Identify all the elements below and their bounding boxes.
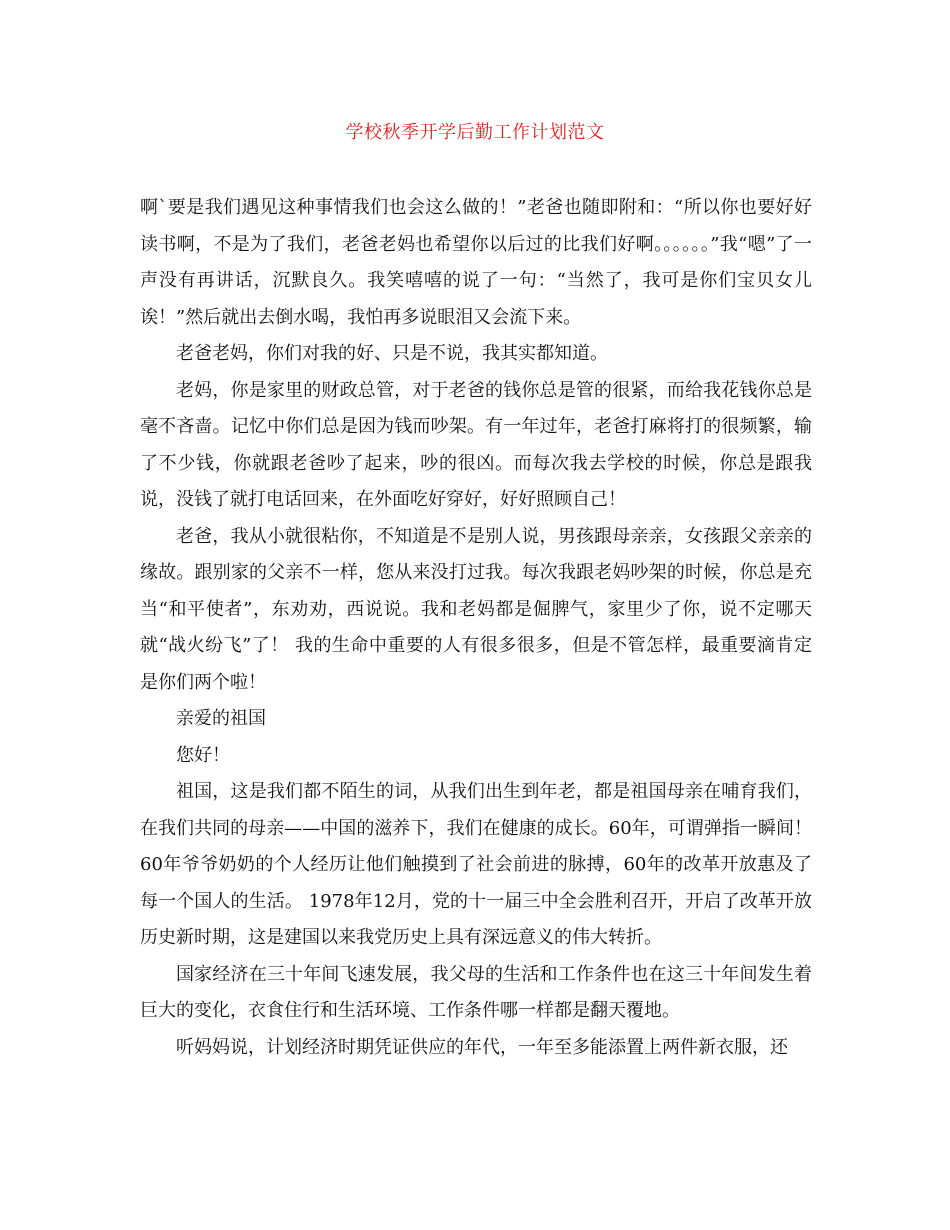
paragraph: 听妈妈说，计划经济时期凭证供应的年代，一年至多能添置上两件新衣服，还 xyxy=(176,1036,788,1058)
paragraph: 国家经济在三十年间飞速发展，我父母的生活和工作条件也在这三十年间发生着巨大的变化，衣食住行和生活环境、工作条件哪一样都是翻天覆地。 xyxy=(140,963,812,1021)
letter-greeting: 您好！ xyxy=(176,744,230,766)
document-body xyxy=(140,190,812,1066)
paragraph: 老爸老妈，你们对我的好、只是不说，我其实都知道。 xyxy=(176,343,608,364)
paragraph: 祖国，这是我们都不陌生的词，从我们出生到年老，都是祖国母亲在哺育我们，在我们共同的母亲——中国的滋养下，我们在健康的成长。60年，可谓弹指一瞬间！60年爷爷奶奶的个人经历让他们触摸到了社会前进的脉搏，60年的改革开放惠及了每一个国人的生活。 1978年12月，党的十一届三中全会胜利召开，开启了改革开放历史新时期，这是建国以来我党历史上具有深远意义的伟大转折。 xyxy=(140,781,812,948)
paragraph: 老爸，我从小就很粘你，不知道是不是别人说，男孩跟母亲亲，女孩跟父亲亲的缘故。跟别家的父亲不一样，您从来没打过我。每次我跟老妈吵架的时候，你总是充当“和平使者”，东劝劝，西说说。我和老妈都是倔脾气，家里少了你，说不定哪天就“战火纷飞”了！ 我的生命中重要的人有很多很多，但是不管怎样，最重要滴肯定是你们两个啦！ xyxy=(140,525,812,693)
document-title: 学校秋季开学后勤工作计划范文 xyxy=(345,122,605,143)
paragraph: 老妈，你是家里的财政总管，对于老爸的钱你总是管的很紧，而给我花钱你总是毫不吝啬。记忆中你们总是因为钱而吵架。有一年过年，老爸打麻将打的很频繁，输了不少钱，你就跟老爸吵了起来，吵的很凶。而每次我去学校的时候，你总是跟我说，没钱了就打电话回来，在外面吃好穿好，好好照顾自己！ xyxy=(140,379,812,510)
paragraph-continuation: 啊`要是我们遇见这种事情我们也会这么做的！”老爸也随即附和：“所以你也要好好读书啊，不是为了我们，老爸老妈也希望你以后过的比我们好啊。。。。。。”我“嗯”了一声没有再讲话，沉默良久。我笑嘻嘻的说了一句：“当然了，我可是你们宝贝女儿诶！”然后就出去倒水喝，我怕再多说眼泪又会流下来。 xyxy=(140,197,812,328)
letter-salutation: 亲爱的祖国 xyxy=(176,708,266,729)
